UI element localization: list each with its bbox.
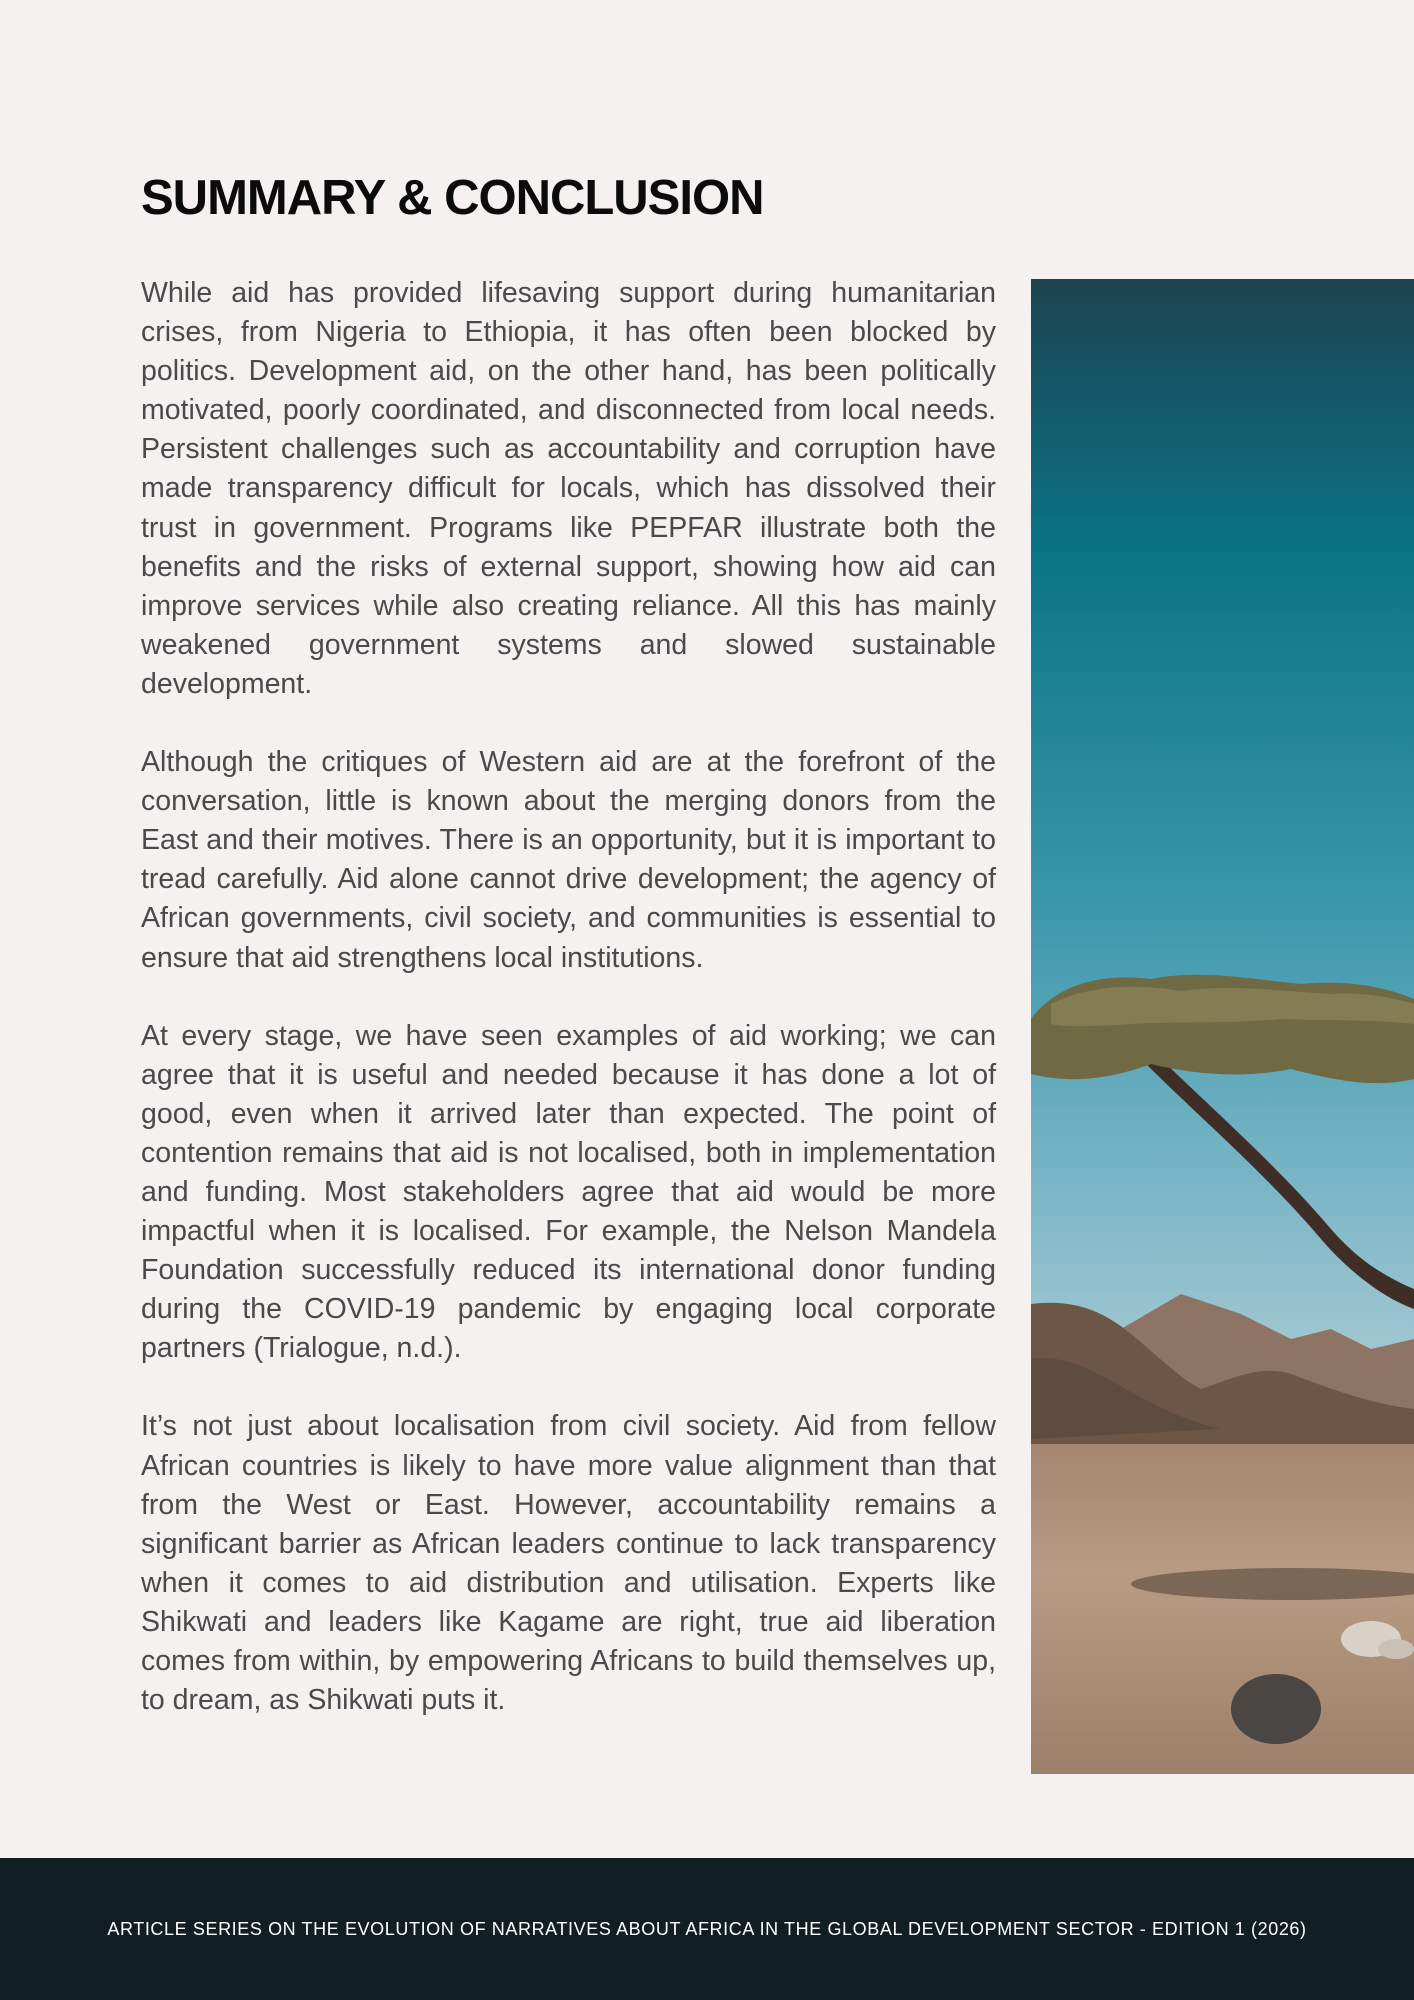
paragraph: Although the critiques of Western aid are at the forefront of the conversation, little is known about the merging donors from the East and their motives. There is an opportunity, but it is important to tread carefully. Aid alone cannot drive development; the agency of African governments, civil society, and communities is essential to ensure that aid strengthens local institutions. — [141, 746, 996, 974]
desert-ground — [1031, 1444, 1414, 1774]
paragraph: At every stage, we have seen examples of aid working; we can agree that it is useful and needed because it has done a lot of good, even when it arrived later than expected. The point of contention remains that aid is not localised, both in implementation and funding. Most stakeholders agree that aid would be more impactful when it is localised. For example, the Nelson Mandela Foundation successfully reduced its international donor funding during the COVID-19 pandemic by engaging local corporate partners (Trialogue, n.d.). — [141, 1019, 996, 1365]
footer-text: ARTICLE SERIES ON THE EVOLUTION OF NARRATIVES ABOUT AFRICA IN THE GLOBAL DEVELOPMENT SECTOR - EDITION 1 (2026) — [107, 1918, 1307, 1939]
article-body — [141, 274, 996, 1759]
desert-acacia-photo — [1031, 279, 1414, 1774]
paragraph: While aid has provided lifesaving support during humanitarian crises, from Nigeria to Ethiopia, it has often been blocked by politics. Development aid, on the other hand, has been politically motivated, poorly coordinated, and disconnected from local needs. Persistent challenges such as accountability and corruption have made transparency difficult for locals, which has dissolved their trust in government. Programs like PEPFAR illustrate both the benefits and the risks of external support, showing how aid can improve services while also creating reliance. All this has mainly weakened government systems and slowed sustainable development. — [141, 277, 996, 700]
footer — [0, 1858, 1414, 2000]
small-rock — [1378, 1639, 1414, 1659]
paragraph: It’s not just about localisation from civil society. Aid from fellow African countries is likely to have more value alignment than that from the West or East. However, accountability remains a significant barrier as African leaders continue to lack transparency when it comes to aid distribution and utilisation. Experts like Shikwati and leaders like Kagame are right, true aid liberation comes from within, by empowering Africans to build themselves up, to dream, as Shikwati puts it. — [141, 1410, 996, 1717]
photo-illustration — [1031, 279, 1414, 1774]
page-title: SUMMARY & CONCLUSION — [141, 171, 764, 225]
rock — [1231, 1674, 1321, 1744]
